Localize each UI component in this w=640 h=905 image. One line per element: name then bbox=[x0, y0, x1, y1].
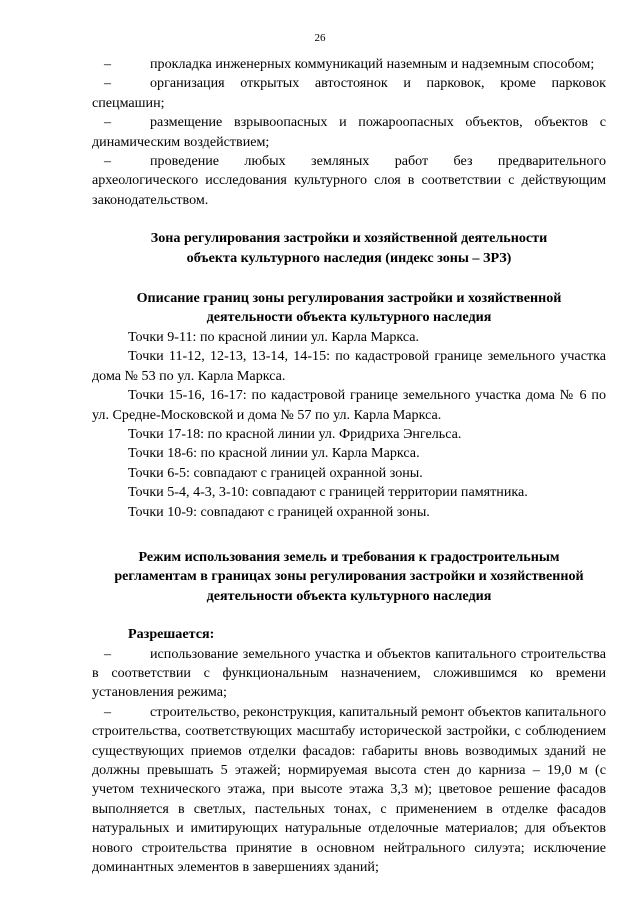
list-item bbox=[92, 645, 606, 703]
list-item-text: проведение любых земляных работ без предварительного археологического исследования культурного слоя в соответствии с действующим законодательством. bbox=[92, 153, 606, 208]
regime-heading-line: Режим использования земель и требования к градостроительным bbox=[138, 548, 560, 565]
list-item bbox=[92, 55, 606, 74]
list-item-text: использование земельного участка и объектов капитального строительства в соответствии с функциональным назначением, сложившимся ко времени установления режима; bbox=[92, 645, 606, 701]
regime-heading-line: регламентам в границах зоны регулирования застройки и хозяйственной bbox=[114, 568, 584, 585]
point-entry: Точки 17-18: по красной линии ул. Фридриха Энгельса. bbox=[128, 425, 462, 442]
point-entry: Точки 11-12, 12-13, 13-14, 14-15: по кадастровой границе земельного участка дома № 53 по ул. Карла Маркса. bbox=[92, 348, 606, 384]
list-item bbox=[92, 152, 606, 210]
restrictions-list bbox=[92, 55, 606, 210]
point-entry: Точки 5-4, 4-3, 3-10: совпадают с границей территории памятника. bbox=[128, 484, 528, 501]
point-entry: Точки 10-9: совпадают с границей охранной зоны. bbox=[128, 503, 430, 520]
dash-bullet: – bbox=[104, 645, 112, 662]
dash-bullet: – bbox=[104, 56, 112, 72]
list-item-text: прокладка инженерных коммуникаций наземным и надземным способом; bbox=[150, 56, 595, 72]
document-body bbox=[92, 55, 606, 877]
list-item-text: организация открытых автостоянок и парковок, кроме парковок спецмашин; bbox=[92, 75, 606, 111]
bounds-heading-line: деятельности объекта культурного наследия bbox=[206, 309, 492, 326]
allowed-label: Разрешается: bbox=[128, 626, 215, 643]
dash-bullet: – bbox=[104, 703, 112, 720]
zone-heading-line: Зона регулирования застройки и хозяйственной деятельности bbox=[150, 230, 548, 247]
list-item bbox=[92, 113, 606, 152]
list-item-text: размещение взрывоопасных и пожароопасных объектов, объектов с динамическим воздействием; bbox=[92, 114, 606, 150]
point-entry: Точки 15-16, 16-17: по кадастровой границе земельного участка дома № 6 по ул. Средне-Московской и дома № 57 по ул. Карла Маркса. bbox=[92, 387, 606, 423]
page-number: 26 bbox=[314, 32, 326, 44]
dash-bullet: – bbox=[104, 153, 112, 170]
dash-bullet: – bbox=[104, 75, 112, 92]
point-entry: Точки 6-5: совпадают с границей охранной зоны. bbox=[128, 464, 423, 481]
dash-bullet: – bbox=[104, 114, 112, 131]
allowed-list bbox=[92, 645, 606, 878]
point-entry: Точки 9-11: по красной линии ул. Карла Маркса. bbox=[128, 328, 420, 345]
list-item bbox=[92, 703, 606, 878]
point-entry: Точки 18-6: по красной линии ул. Карла Маркса. bbox=[128, 445, 420, 462]
list-item-text: строительство, реконструкция, капитальный ремонт объектов капитального строительства, соответствующих масштабу исторической застройки, с соблюдением существующих приемов отделки фасадов: габариты вновь возводимых зданий не должны превышать 5 этажей; нормируемая высота стен до карниза – 19,0 м (с учетом технического этажа, при высоте этажа 3,3 м); цветовое решение фасадов выполняется в светлых, пастельных тонах, с применением в отделке фасадов натуральных и имитирующих натуральные отделочные материалов; для объектов нового строительства принятие в основном нейтрального силуэта; исключение доминантных элементов в завершениях зданий; bbox=[92, 703, 606, 876]
points-list bbox=[92, 328, 606, 522]
zone-heading-line: объекта культурного наследия (индекс зоны – ЗРЗ) bbox=[186, 249, 512, 266]
bounds-heading-line: Описание границ зоны регулирования застройки и хозяйственной bbox=[136, 290, 562, 307]
list-item bbox=[92, 74, 606, 113]
regime-heading-line: деятельности объекта культурного наследия bbox=[206, 587, 492, 604]
